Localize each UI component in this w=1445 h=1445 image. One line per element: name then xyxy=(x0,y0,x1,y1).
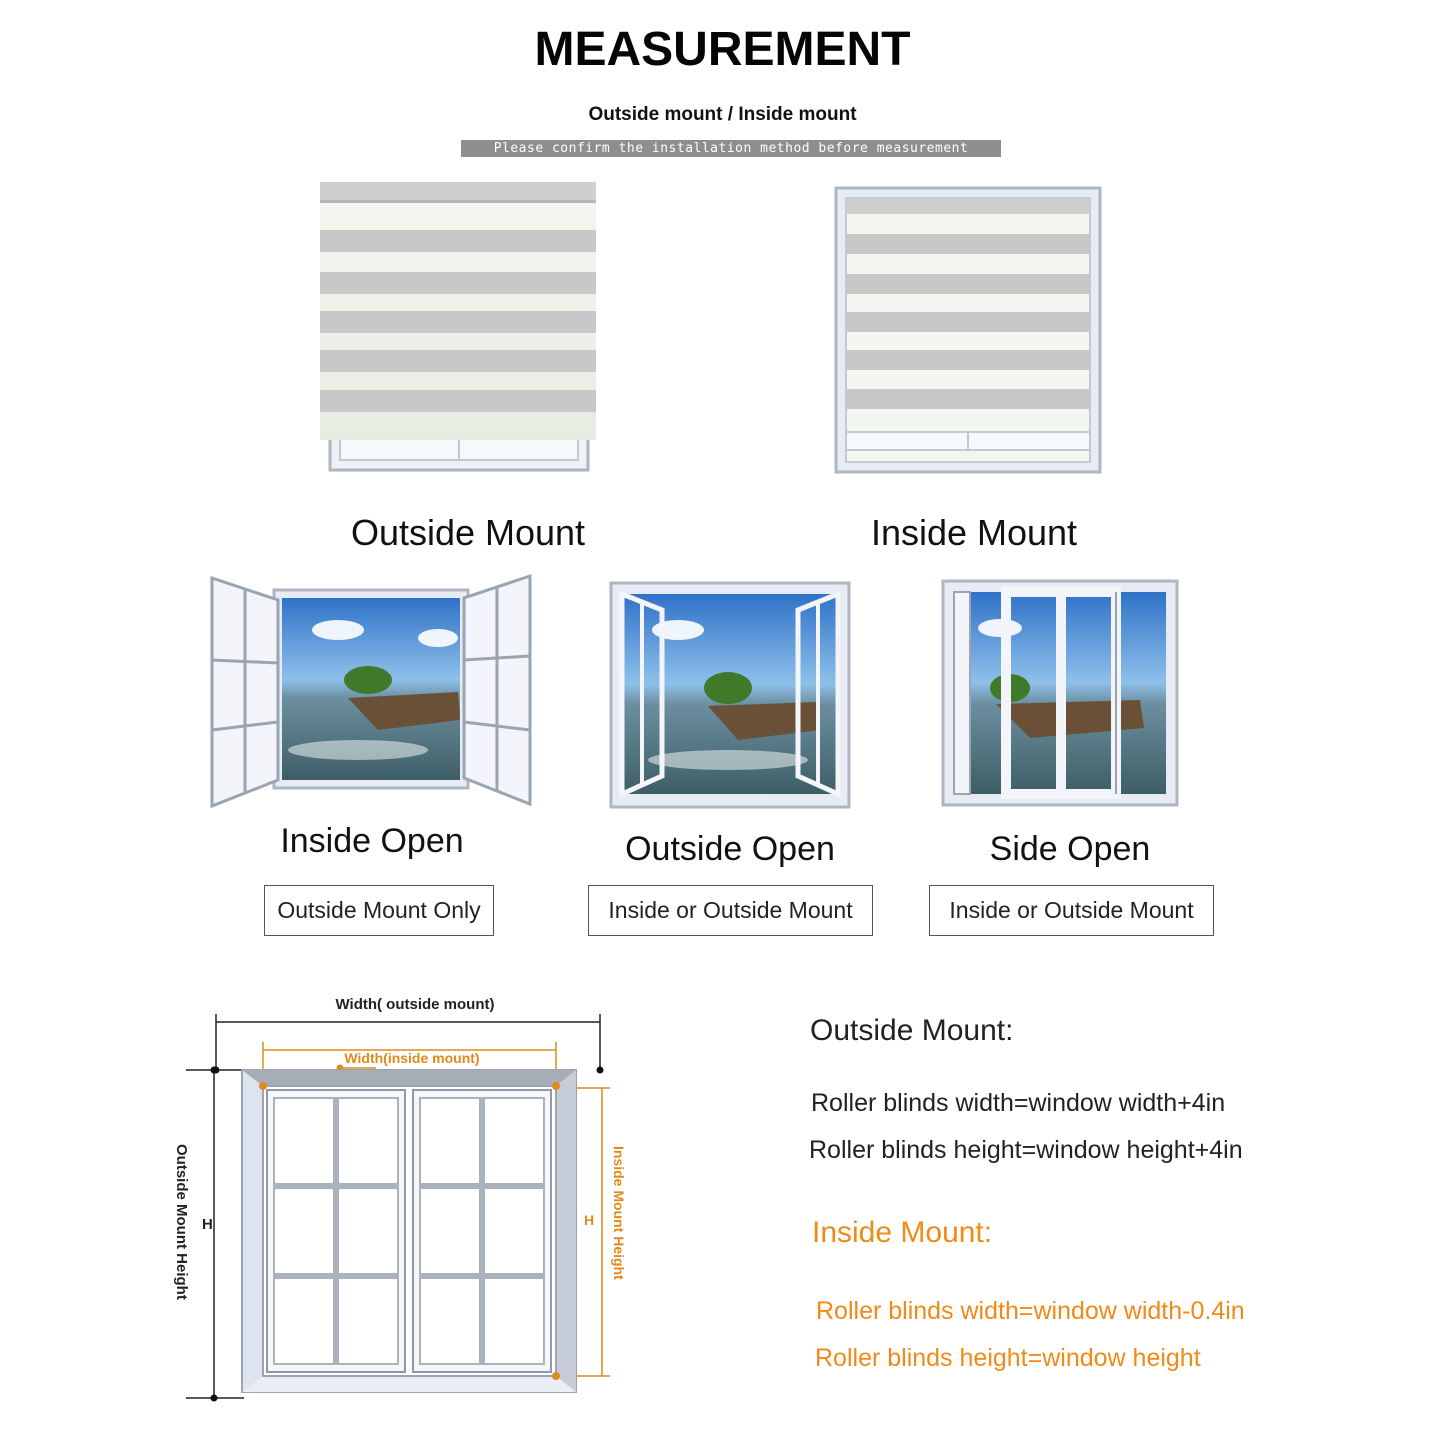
outside-open-window-image xyxy=(608,580,852,810)
side-open-label: Side Open xyxy=(989,830,1151,868)
inside-open-window-image xyxy=(208,570,534,810)
outside-mount-blind-image xyxy=(318,180,600,475)
inside-open-label: Inside Open xyxy=(280,822,464,860)
width-outside-label: Width( outside mount) xyxy=(335,996,495,1013)
outside-open-compatibility: Inside or Outside Mount xyxy=(588,885,873,936)
inside-mount-label: Inside Mount xyxy=(870,512,1078,553)
outside-height-formula: Roller blinds height=window height+4in xyxy=(809,1136,1243,1164)
page-title: MEASUREMENT xyxy=(534,23,911,76)
outside-mount-heading: Outside Mount: xyxy=(810,1014,1014,1047)
instruction-banner: Please confirm the installation method before measurement xyxy=(461,140,1001,157)
width-inside-label: Width(inside mount) xyxy=(344,1050,480,1066)
inside-width-formula: Roller blinds width=window width-0.4in xyxy=(816,1297,1245,1325)
inside-mount-blind-image xyxy=(834,186,1102,474)
height-inside-symbol: H xyxy=(584,1212,595,1228)
side-open-compatibility: Inside or Outside Mount xyxy=(929,885,1214,936)
inside-mount-heading: Inside Mount: xyxy=(812,1216,993,1249)
outside-open-label: Outside Open xyxy=(625,830,835,868)
inside-height-formula: Roller blinds height=window height xyxy=(815,1344,1201,1372)
height-outside-symbol: H xyxy=(202,1216,213,1233)
outside-width-formula: Roller blinds width=window width+4in xyxy=(811,1089,1226,1117)
outside-mount-label: Outside Mount xyxy=(350,512,586,553)
page-subtitle: Outside mount / Inside mount xyxy=(588,104,857,125)
inside-open-compatibility: Outside Mount Only xyxy=(264,885,494,936)
height-outside-label: Outside Mount Height xyxy=(173,1144,190,1300)
side-open-window-image xyxy=(940,578,1180,808)
height-inside-label: Inside Mount Height xyxy=(611,1146,627,1280)
